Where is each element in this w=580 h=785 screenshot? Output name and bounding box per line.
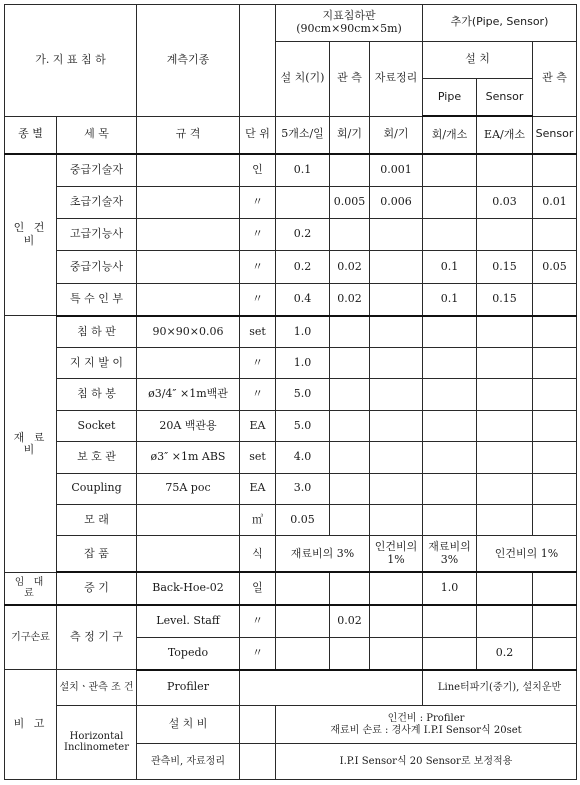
group-a-header <box>276 5 423 42</box>
subheader-row <box>5 116 577 154</box>
value-cell <box>370 219 423 251</box>
table-row <box>5 316 577 347</box>
group-a-size: (90cm×90cm×5m) <box>296 21 402 35</box>
sub-kind: 종 별 <box>5 116 57 154</box>
spec-cell: Topedo <box>137 637 240 669</box>
sub-c4: 회/개소 <box>423 116 477 154</box>
sub-c1: 5개소/일 <box>276 116 330 154</box>
value-cell: 0.02 <box>330 283 370 315</box>
remarks-condition-spec: Profiler <box>137 670 240 706</box>
value-cell: 3.0 <box>276 473 330 504</box>
remarks-empty <box>240 670 423 706</box>
table-row <box>5 473 577 504</box>
value-cell: 0.001 <box>370 154 423 186</box>
remarks-row <box>5 705 577 744</box>
spec-cell <box>137 505 240 536</box>
spec-cell: 75A poc <box>137 473 240 504</box>
item-cell: 중급기술자 <box>57 154 137 186</box>
item-cell: 고급기능사 <box>57 219 137 251</box>
value-cell: 0.1 <box>276 154 330 186</box>
table-row <box>5 572 577 604</box>
table-row <box>5 379 577 410</box>
item-cell: 측 정 기 구 <box>57 605 137 670</box>
spec-cell <box>137 283 240 315</box>
value-cell: 0.15 <box>477 283 533 315</box>
table-row <box>5 251 577 283</box>
section-remarks: 비 고 <box>5 670 57 780</box>
group-a-title: 지표침하판 <box>322 9 376 23</box>
section-material: 재 료 비 <box>5 316 57 573</box>
section-rental: 임 대 료 <box>5 572 57 604</box>
value-cell: 1.0 <box>423 572 477 604</box>
value-cell: 0.02 <box>330 251 370 283</box>
unit-cell: 인 <box>240 154 276 186</box>
value-cell <box>423 186 477 218</box>
item-cell: Socket <box>57 410 137 441</box>
item-cell: 증 기 <box>57 572 137 604</box>
spec-cell: ø3″ ×1m ABS <box>137 442 240 473</box>
survey-cost-table <box>4 4 577 780</box>
unit-cell: 〃 <box>240 251 276 283</box>
col-install-header: 설 치(기) <box>276 41 330 116</box>
value-cell: 0.2 <box>276 219 330 251</box>
remarks-blank <box>240 705 276 744</box>
value-cell: 재료비의 3% <box>276 536 370 573</box>
item-cell: 보 호 관 <box>57 442 137 473</box>
unit-cell: 〃 <box>240 219 276 251</box>
remarks-measure-label: 관측비, 자료정리 <box>137 744 240 780</box>
unit-cell: 〃 <box>240 347 276 378</box>
value-cell: 0.1 <box>423 251 477 283</box>
value-cell <box>477 219 533 251</box>
col-data-header: 자료정리 <box>370 41 423 116</box>
value-cell <box>423 219 477 251</box>
spec-cell <box>137 536 240 573</box>
item-cell: 침 하 판 <box>57 316 137 347</box>
unit-cell: EA <box>240 473 276 504</box>
value-cell: 0.15 <box>477 251 533 283</box>
spec-cell: Back-Hoe-02 <box>137 572 240 604</box>
item-cell: Coupling <box>57 473 137 504</box>
value-cell <box>330 154 370 186</box>
unit-cell: 〃 <box>240 637 276 669</box>
unit-cell: 일 <box>240 572 276 604</box>
unit-cell: 〃 <box>240 186 276 218</box>
table-row <box>5 605 577 637</box>
value-cell: 인건비의 1% <box>370 536 423 573</box>
spec-cell <box>137 219 240 251</box>
unit-cell: 〃 <box>240 605 276 637</box>
item-cell: 모 래 <box>57 505 137 536</box>
col-measure-b-header: 관 측 <box>533 41 577 116</box>
section-equipment: 기구손료 <box>5 605 57 670</box>
value-cell: 1.0 <box>276 316 330 347</box>
value-cell: 0.006 <box>370 186 423 218</box>
spec-cell: 20A 백관용 <box>137 410 240 441</box>
blank-header <box>240 5 276 117</box>
value-cell <box>533 219 577 251</box>
section-labor: 인 건 비 <box>5 154 57 316</box>
unit-cell: set <box>240 442 276 473</box>
unit-cell: 〃 <box>240 283 276 315</box>
value-cell: 0.05 <box>533 251 577 283</box>
item-cell: 중급기능사 <box>57 251 137 283</box>
spec-cell: Level. Staff <box>137 605 240 637</box>
remarks-install-label: 설 치 비 <box>137 705 240 744</box>
value-cell: 0.4 <box>276 283 330 315</box>
value-cell: 1.0 <box>276 347 330 378</box>
remarks-condition-label: 설치ㆍ관측 조 건 <box>57 670 137 706</box>
table-row <box>5 283 577 315</box>
unit-cell: 식 <box>240 536 276 573</box>
value-cell: 0.03 <box>477 186 533 218</box>
table-row <box>5 505 577 536</box>
value-cell: 0.2 <box>477 637 533 669</box>
remarks-measure-note: I.P.I Sensor식 20 Sensor로 보정적용 <box>276 744 577 780</box>
remarks-hi-label: Horizontal Inclinometer <box>57 705 137 779</box>
unit-cell: 〃 <box>240 379 276 410</box>
value-cell: 5.0 <box>276 379 330 410</box>
spec-cell: ø3/4″ ×1m백관 <box>137 379 240 410</box>
value-cell <box>533 154 577 186</box>
value-cell: 인건비의 1% <box>477 536 577 573</box>
value-cell: 0.1 <box>423 283 477 315</box>
value-cell: 재료비의 3% <box>423 536 477 573</box>
item-cell: 침 하 봉 <box>57 379 137 410</box>
table-row <box>5 219 577 251</box>
value-cell <box>330 219 370 251</box>
measure-type-header: 계측기종 <box>137 5 240 117</box>
value-cell <box>477 154 533 186</box>
value-cell: 0.02 <box>330 605 370 637</box>
remarks-install-note-1: 인건비 : Profiler <box>387 713 465 725</box>
spec-cell <box>137 186 240 218</box>
spec-cell: 90×90×0.06 <box>137 316 240 347</box>
remarks-row <box>5 670 577 706</box>
sub-spec: 규 격 <box>137 116 240 154</box>
sub-unit: 단 위 <box>240 116 276 154</box>
value-cell <box>370 251 423 283</box>
spec-cell <box>137 154 240 186</box>
table-row <box>5 347 577 378</box>
group-b-header: 추가(Pipe, Sensor) <box>423 5 577 42</box>
value-cell <box>370 283 423 315</box>
header-row-1 <box>5 5 577 42</box>
item-cell: 특 수 인 부 <box>57 283 137 315</box>
sub-c6: Sensor <box>533 116 577 154</box>
table-row <box>5 410 577 441</box>
col-install-b-header: 설 치 <box>423 41 533 79</box>
remarks-condition-note: Line터파기(중기), 설치운반 <box>423 670 577 706</box>
value-cell: 0.01 <box>533 186 577 218</box>
remarks-install-note-2: 재료비 손료 : 경사계 I.P.I Sensor식 20set <box>330 724 522 736</box>
remarks-install-note <box>276 705 577 744</box>
col-measure-header: 관 측 <box>330 41 370 116</box>
unit-cell: ㎥ <box>240 505 276 536</box>
table-row <box>5 154 577 186</box>
sub-c5: EA/개소 <box>477 116 533 154</box>
unit-cell: EA <box>240 410 276 441</box>
unit-cell: set <box>240 316 276 347</box>
value-cell: 5.0 <box>276 410 330 441</box>
sub-c3: 회/기 <box>370 116 423 154</box>
sub-c2: 회/기 <box>330 116 370 154</box>
spec-cell <box>137 347 240 378</box>
section-title: 가. 지 표 침 하 <box>5 5 137 117</box>
spec-cell <box>137 251 240 283</box>
table-row <box>5 442 577 473</box>
item-cell: 지 지 발 이 <box>57 347 137 378</box>
sub-item: 세 목 <box>57 116 137 154</box>
table-row <box>5 186 577 218</box>
item-cell: 잡 품 <box>57 536 137 573</box>
value-cell: 0.005 <box>330 186 370 218</box>
col-sensor-header: Sensor <box>477 79 533 117</box>
value-cell <box>533 283 577 315</box>
value-cell <box>423 154 477 186</box>
item-cell: 초급기술자 <box>57 186 137 218</box>
remarks-blank <box>240 744 276 780</box>
value-cell <box>276 186 330 218</box>
table-row <box>5 536 577 573</box>
value-cell: 0.05 <box>276 505 330 536</box>
value-cell: 0.2 <box>276 251 330 283</box>
col-pipe-header: Pipe <box>423 79 477 117</box>
value-cell: 4.0 <box>276 442 330 473</box>
